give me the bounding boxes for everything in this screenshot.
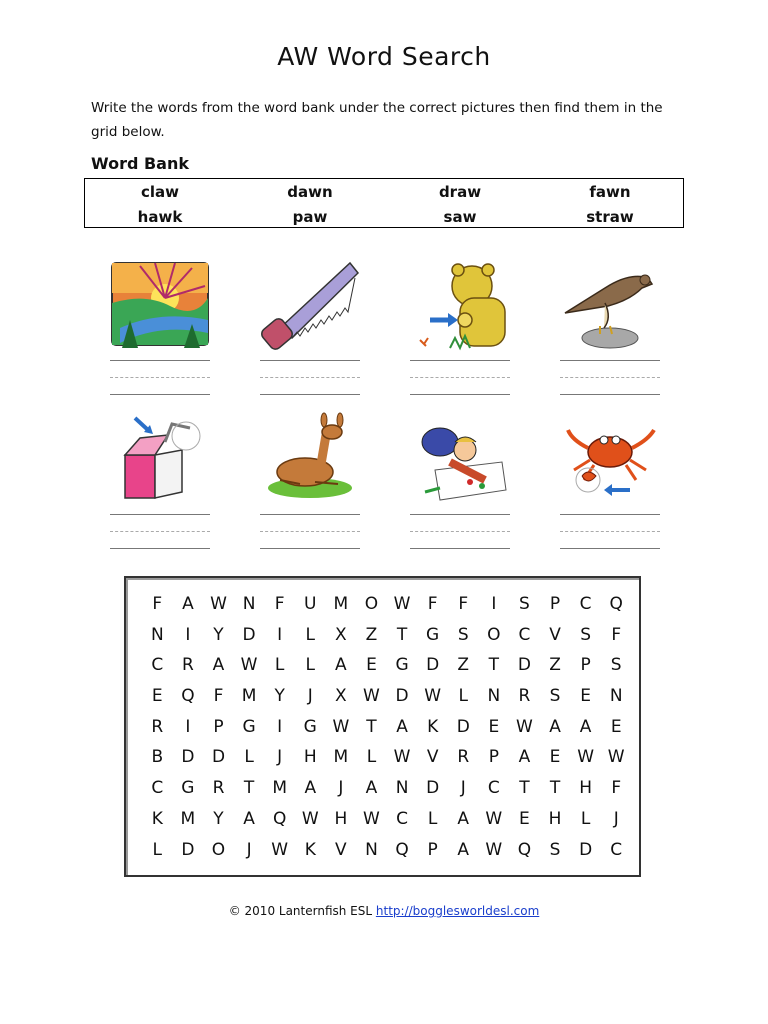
grid-letter: R xyxy=(518,686,531,707)
grid-letter: E xyxy=(580,686,591,707)
hawk-picture xyxy=(560,258,660,353)
grid-letter: A xyxy=(365,778,378,799)
grid-letter: Z xyxy=(457,655,470,676)
grid-letter: Y xyxy=(213,808,224,829)
word-bank xyxy=(84,178,684,228)
grid-letter: S xyxy=(580,624,591,645)
grid-letter: J xyxy=(338,778,344,799)
grid-letter: G xyxy=(426,624,440,645)
grid-letter: W xyxy=(240,655,258,676)
word-bank-item: fawn xyxy=(589,182,631,201)
grid-letter: F xyxy=(458,594,469,614)
grid-letter: Y xyxy=(274,686,285,707)
grid-letter: W xyxy=(332,716,350,737)
grid-letter: W xyxy=(485,839,503,860)
grid-letter: W xyxy=(393,747,411,768)
answer-lines xyxy=(260,360,360,395)
grid-letter: T xyxy=(366,716,377,737)
grid-letter: S xyxy=(549,686,561,707)
grid-letter: F xyxy=(152,594,163,614)
grid-letter: L xyxy=(580,808,591,829)
grid-letter: O xyxy=(211,839,226,860)
footer xyxy=(0,904,768,918)
grid-letter: R xyxy=(457,747,470,768)
grid-letter: D xyxy=(426,655,440,676)
grid-letter: C xyxy=(518,624,531,645)
grid-letter: E xyxy=(519,808,530,829)
grid-letter: P xyxy=(213,716,224,737)
grid-letter: S xyxy=(457,624,469,645)
grid-letter: T xyxy=(396,624,408,645)
grid-letter: M xyxy=(333,747,349,768)
grid-letter: J xyxy=(307,686,313,707)
grid-letter: U xyxy=(304,594,317,614)
grid-letter: E xyxy=(488,716,500,737)
grid-letter: L xyxy=(427,808,438,829)
grid-letter: N xyxy=(609,686,623,707)
grid-letter: F xyxy=(611,624,622,645)
grid-letter: A xyxy=(243,808,255,829)
grid-letter: L xyxy=(244,747,254,768)
paw-picture xyxy=(410,258,510,353)
grid-letter: V xyxy=(335,839,347,860)
grid-letter: P xyxy=(488,747,499,768)
answer-lines xyxy=(110,514,210,549)
grid-letter: W xyxy=(210,594,227,614)
grid-letter: R xyxy=(181,655,194,676)
saw-picture xyxy=(260,258,360,353)
grid-letter: R xyxy=(212,778,225,799)
grid-letter: S xyxy=(610,655,622,676)
grid-letter: Q xyxy=(181,686,195,707)
grid-letter: G xyxy=(242,716,256,737)
grid-letter: R xyxy=(151,716,164,737)
word-bank-item: saw xyxy=(443,207,477,226)
grid-letter: D xyxy=(517,655,531,676)
grid-letter: T xyxy=(243,778,255,799)
grid-letter: D xyxy=(211,747,226,768)
grid-letter: W xyxy=(363,686,380,707)
grid-letter: L xyxy=(366,747,377,768)
grid-letter: E xyxy=(610,716,622,737)
grid-letter: E xyxy=(549,747,561,768)
grid-letter: H xyxy=(303,747,317,768)
grid-letter: H xyxy=(548,808,562,829)
grid-letter: W xyxy=(607,747,625,768)
grid-letter: O xyxy=(364,594,379,614)
grid-letter: D xyxy=(579,839,593,860)
copyright-text: © 2010 Lanternfish ESL xyxy=(228,904,373,918)
grid-letter: Q xyxy=(609,594,623,614)
grid-letter: M xyxy=(333,594,349,614)
word-bank-item: straw xyxy=(586,207,634,226)
grid-letter: A xyxy=(457,839,470,860)
grid-letter: Y xyxy=(213,624,224,645)
grid-letter: M xyxy=(241,686,257,707)
grid-letter: C xyxy=(610,839,623,860)
grid-letter: W xyxy=(424,686,442,707)
grid-letter: V xyxy=(549,624,561,645)
grid-letter: K xyxy=(427,716,439,737)
grid-letter: N xyxy=(487,686,501,707)
grid-letter: L xyxy=(458,686,468,707)
grid-letter: F xyxy=(274,594,285,614)
grid-letter: D xyxy=(426,778,440,799)
grid-letter: N xyxy=(242,594,256,614)
grid-letter: N xyxy=(150,624,164,645)
grid-letter: N xyxy=(365,839,378,860)
page-title: AW Word Search xyxy=(277,42,491,71)
grid-letter: C xyxy=(487,778,500,799)
grid-letter: L xyxy=(305,624,315,645)
grid-letter: D xyxy=(181,747,195,768)
fawn-picture xyxy=(260,410,360,505)
answer-lines xyxy=(410,514,510,549)
grid-letter: I xyxy=(185,716,191,737)
answer-lines xyxy=(260,514,360,549)
grid-letter: Q xyxy=(272,808,287,829)
grid-letter: I xyxy=(491,594,497,614)
grid-letter: I xyxy=(185,624,191,645)
grid-letter: J xyxy=(460,778,466,799)
grid-letter: N xyxy=(395,778,409,799)
grid-letter: W xyxy=(577,747,595,768)
grid-letter: P xyxy=(549,594,561,614)
grid-letter: W xyxy=(363,808,380,829)
answer-lines xyxy=(110,360,210,395)
grid-letter: K xyxy=(304,839,316,860)
grid-letter: X xyxy=(335,624,347,645)
grid-letter: Q xyxy=(517,839,532,860)
answer-lines xyxy=(410,360,510,395)
grid-letter: A xyxy=(549,716,561,737)
grid-letter: L xyxy=(274,655,285,676)
grid-letter: O xyxy=(487,624,501,645)
grid-letter: A xyxy=(335,655,347,676)
grid-letter: D xyxy=(181,839,195,860)
grid-letter: D xyxy=(456,716,470,737)
word-bank-item: claw xyxy=(140,182,179,201)
dawn-picture xyxy=(110,258,210,353)
grid-letter: T xyxy=(519,778,530,799)
instructions: Write the words from the word bank under the correct pictures then find them in the grid below. xyxy=(91,100,663,140)
grid-letter: T xyxy=(488,655,500,676)
grid-letter: H xyxy=(334,808,348,829)
straw-picture xyxy=(110,410,210,505)
word-search-grid xyxy=(142,589,632,865)
grid-letter: D xyxy=(242,624,256,645)
grid-letter: J xyxy=(277,747,283,768)
grid-letter: V xyxy=(426,747,439,768)
word-bank-item: dawn xyxy=(287,182,333,201)
answer-lines xyxy=(560,514,660,549)
grid-letter: S xyxy=(549,839,561,860)
grid-letter: E xyxy=(366,655,377,676)
word-bank-item: draw xyxy=(438,182,482,201)
grid-letter: W xyxy=(271,839,289,860)
grid-letter: Z xyxy=(365,624,378,645)
grid-letter: A xyxy=(396,716,408,737)
grid-letter: L xyxy=(152,839,163,860)
draw-picture xyxy=(410,410,510,505)
grid-letter: G xyxy=(395,655,409,676)
website-link[interactable]: http://bogglesworldesl.com xyxy=(375,904,540,918)
word-bank-heading: Word Bank xyxy=(91,154,190,173)
word-bank-item: paw xyxy=(292,207,328,226)
grid-letter: Z xyxy=(549,655,561,676)
grid-letter: A xyxy=(457,808,470,829)
grid-letter: F xyxy=(427,594,438,614)
grid-letter: A xyxy=(579,716,592,737)
grid-letter: X xyxy=(335,686,347,707)
grid-letter: W xyxy=(301,808,319,829)
grid-letter: C xyxy=(396,808,408,829)
grid-letter: I xyxy=(277,716,283,737)
grid-letter: Q xyxy=(395,839,409,860)
grid-letter: C xyxy=(579,594,592,614)
grid-letter: A xyxy=(182,594,194,614)
grid-letter: A xyxy=(212,655,225,676)
grid-letter: A xyxy=(304,778,317,799)
grid-letter: P xyxy=(427,839,438,860)
grid-letter: W xyxy=(393,594,411,614)
grid-letter: C xyxy=(151,655,164,676)
grid-letter: M xyxy=(272,778,287,799)
grid-letter: F xyxy=(611,778,622,799)
grid-letter: H xyxy=(579,778,592,799)
grid-letter: E xyxy=(151,686,163,707)
grid-letter: T xyxy=(549,778,561,799)
grid-letter: G xyxy=(181,778,195,799)
grid-letter: F xyxy=(213,686,224,707)
word-bank-item: hawk xyxy=(137,207,183,226)
grid-letter: I xyxy=(277,624,283,645)
grid-letter: P xyxy=(580,655,591,676)
grid-letter: S xyxy=(519,594,530,614)
grid-letter: G xyxy=(303,716,317,737)
grid-letter: C xyxy=(151,778,164,799)
grid-letter: J xyxy=(246,839,252,860)
claw-picture xyxy=(560,410,660,505)
grid-letter: J xyxy=(613,808,619,829)
grid-letter: A xyxy=(518,747,531,768)
grid-letter: W xyxy=(485,808,503,829)
grid-letter: W xyxy=(516,716,533,737)
grid-letter: B xyxy=(151,747,164,768)
grid-letter: D xyxy=(395,686,409,707)
grid-letter: M xyxy=(180,808,196,829)
grid-letter: L xyxy=(305,655,315,676)
grid-letter: K xyxy=(151,808,163,829)
answer-lines xyxy=(560,360,660,395)
